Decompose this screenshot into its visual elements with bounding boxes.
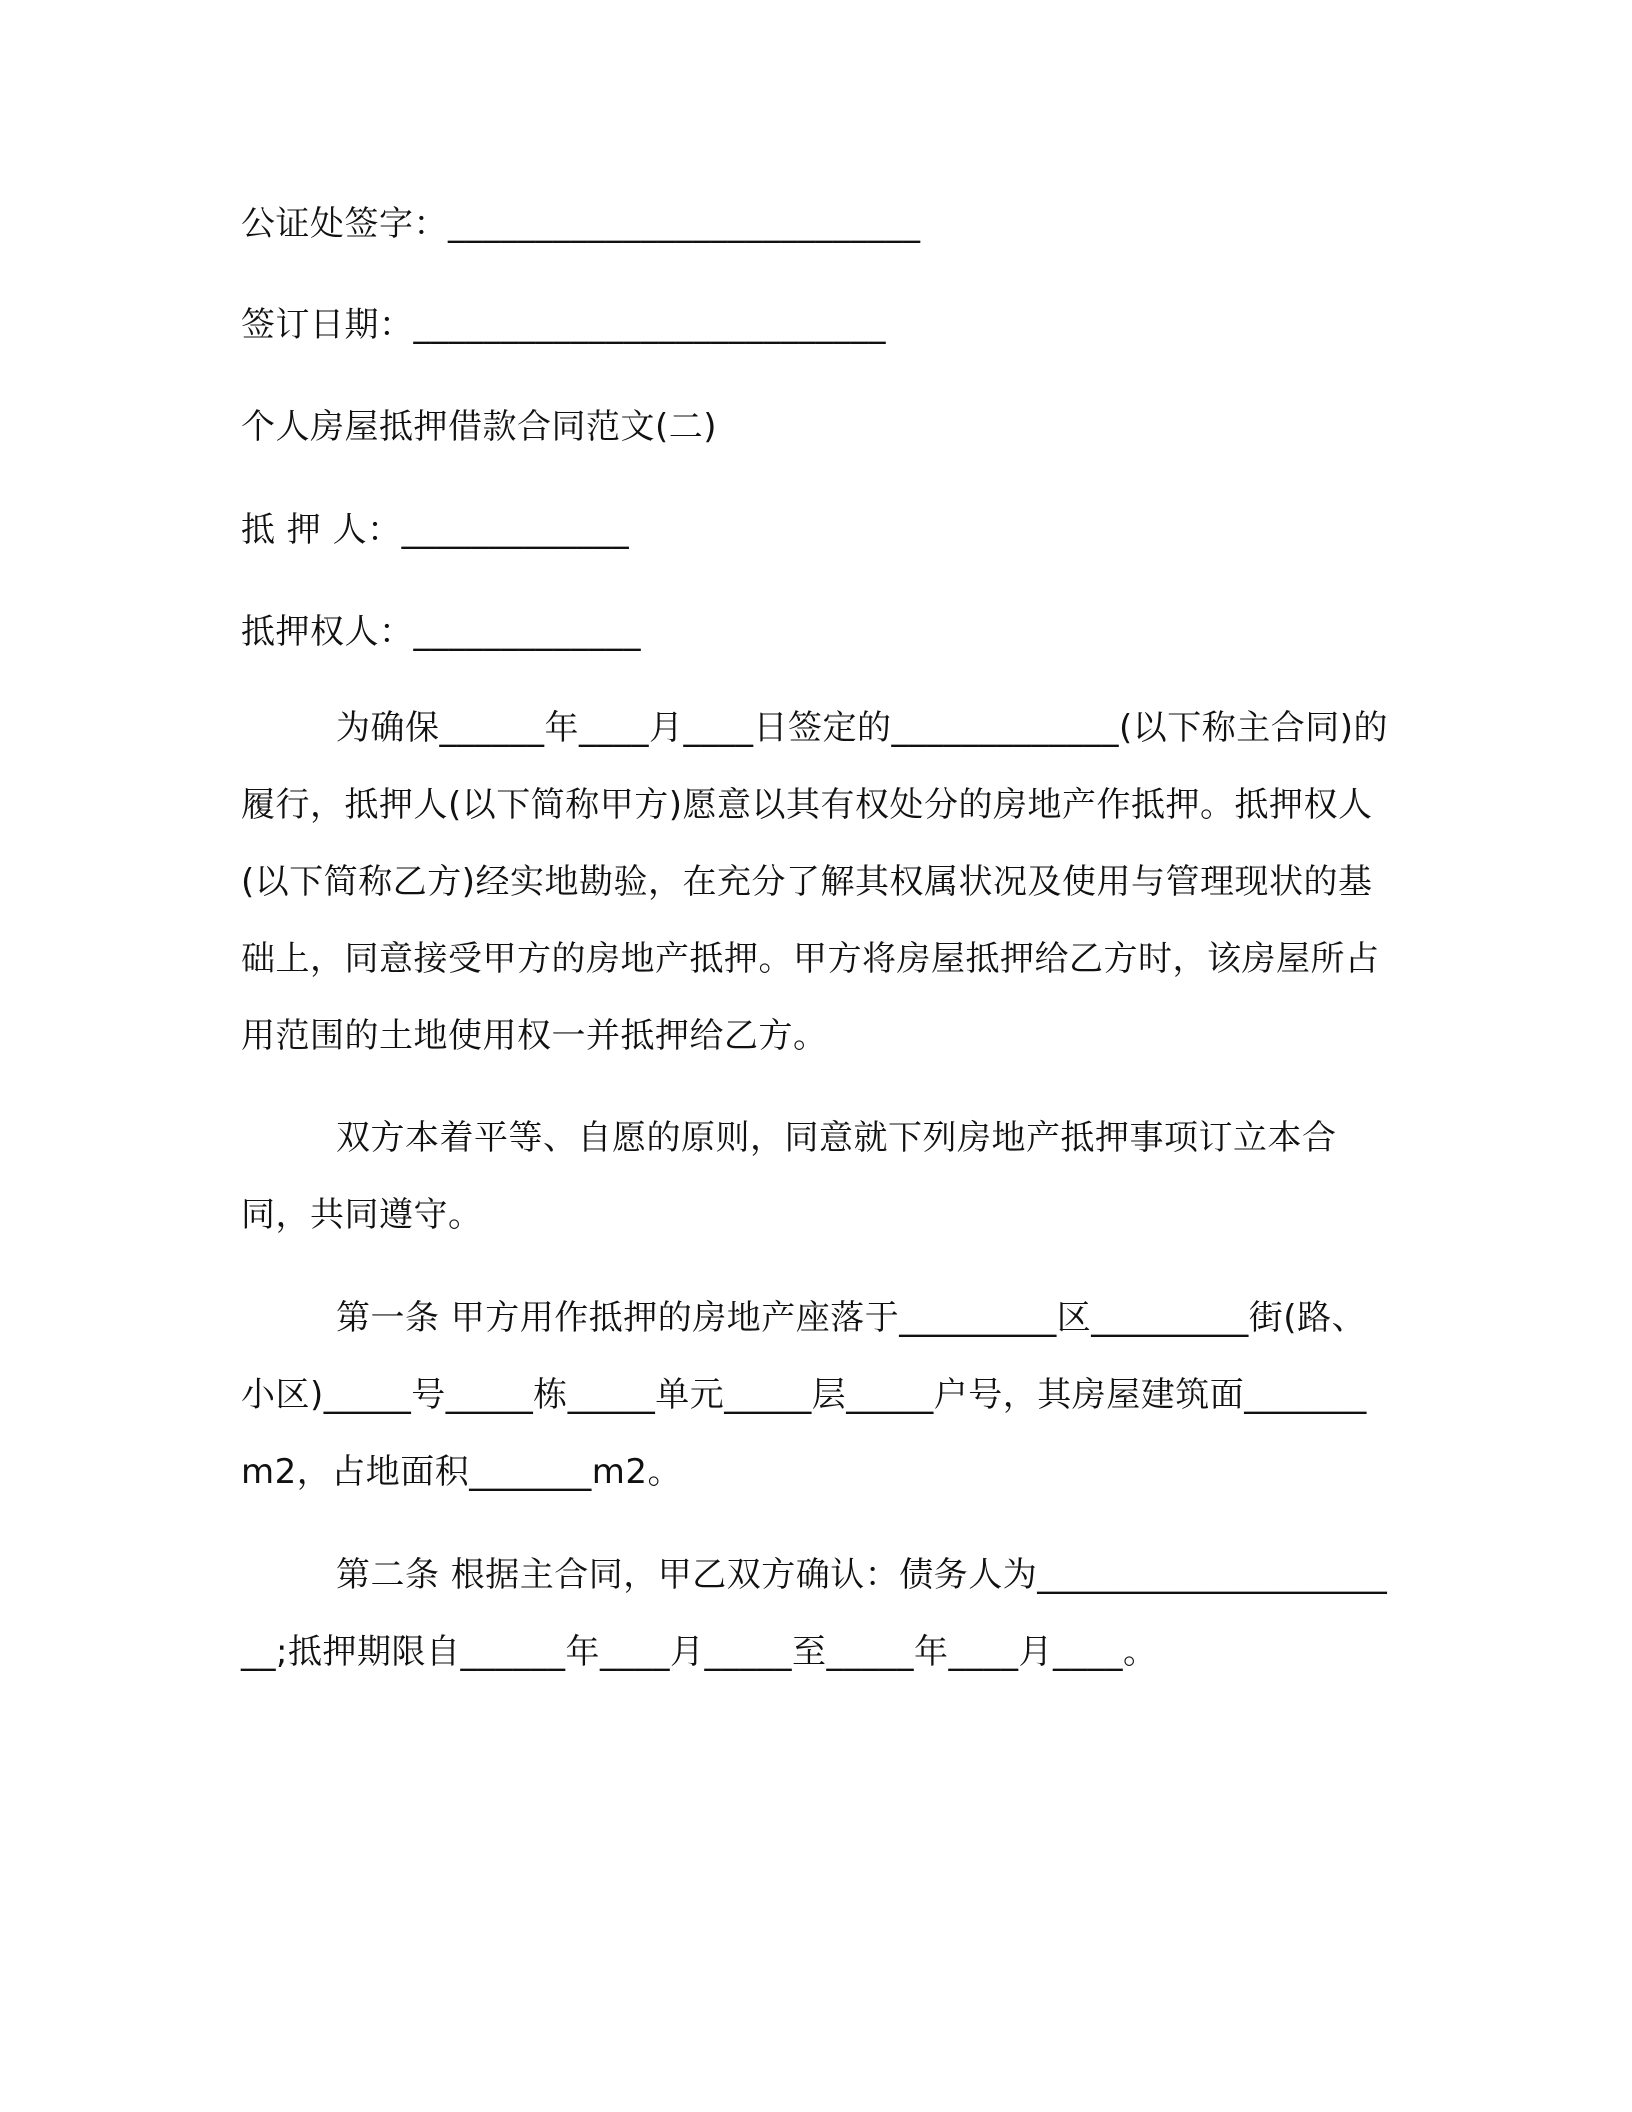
paragraph-article-2: 第二条 根据主合同，甲乙双方确认：债务人为______________________;抵押期限自______年____月_____至_____年____月____。 xyxy=(241,1555,1388,1672)
contract-title: 个人房屋抵押借款合同范文(二) xyxy=(241,407,718,447)
paragraph-principle: 双方本着平等、自愿的原则，同意就下列房地产抵押事项订立本合同，共同遵守。 xyxy=(241,1118,1337,1235)
notary-signature-line: 公证处签字：___________________________ xyxy=(241,204,921,244)
mortgagee-line: 抵押权人：_____________ xyxy=(241,612,641,652)
mortgagor-line: 抵 押 人：_____________ xyxy=(241,510,630,550)
signing-date-line: 签订日期：___________________________ xyxy=(241,305,886,345)
paragraph-preamble: 为确保______年____月____日签定的_____________(以下称主合同)的履行，抵押人(以下简称甲方)愿意以其有权处分的房地产作抵押。抵押权人(以下简称乙方)经实地勘验，在充分了解其权属状况及使用与管理现状的基础上，同意接受甲方的房地产抵押。甲方将房屋抵押给乙方时，该房屋所占用范围的土地使用权一并抵押给乙方。 xyxy=(241,708,1389,1056)
paragraph-article-1: 第一条 甲方用作抵押的房地产座落于_________区_________街(路、小区)_____号_____栋_____单元_____层_____户号，其房屋建筑面_______m2，占地面积_______m2。 xyxy=(241,1298,1367,1492)
